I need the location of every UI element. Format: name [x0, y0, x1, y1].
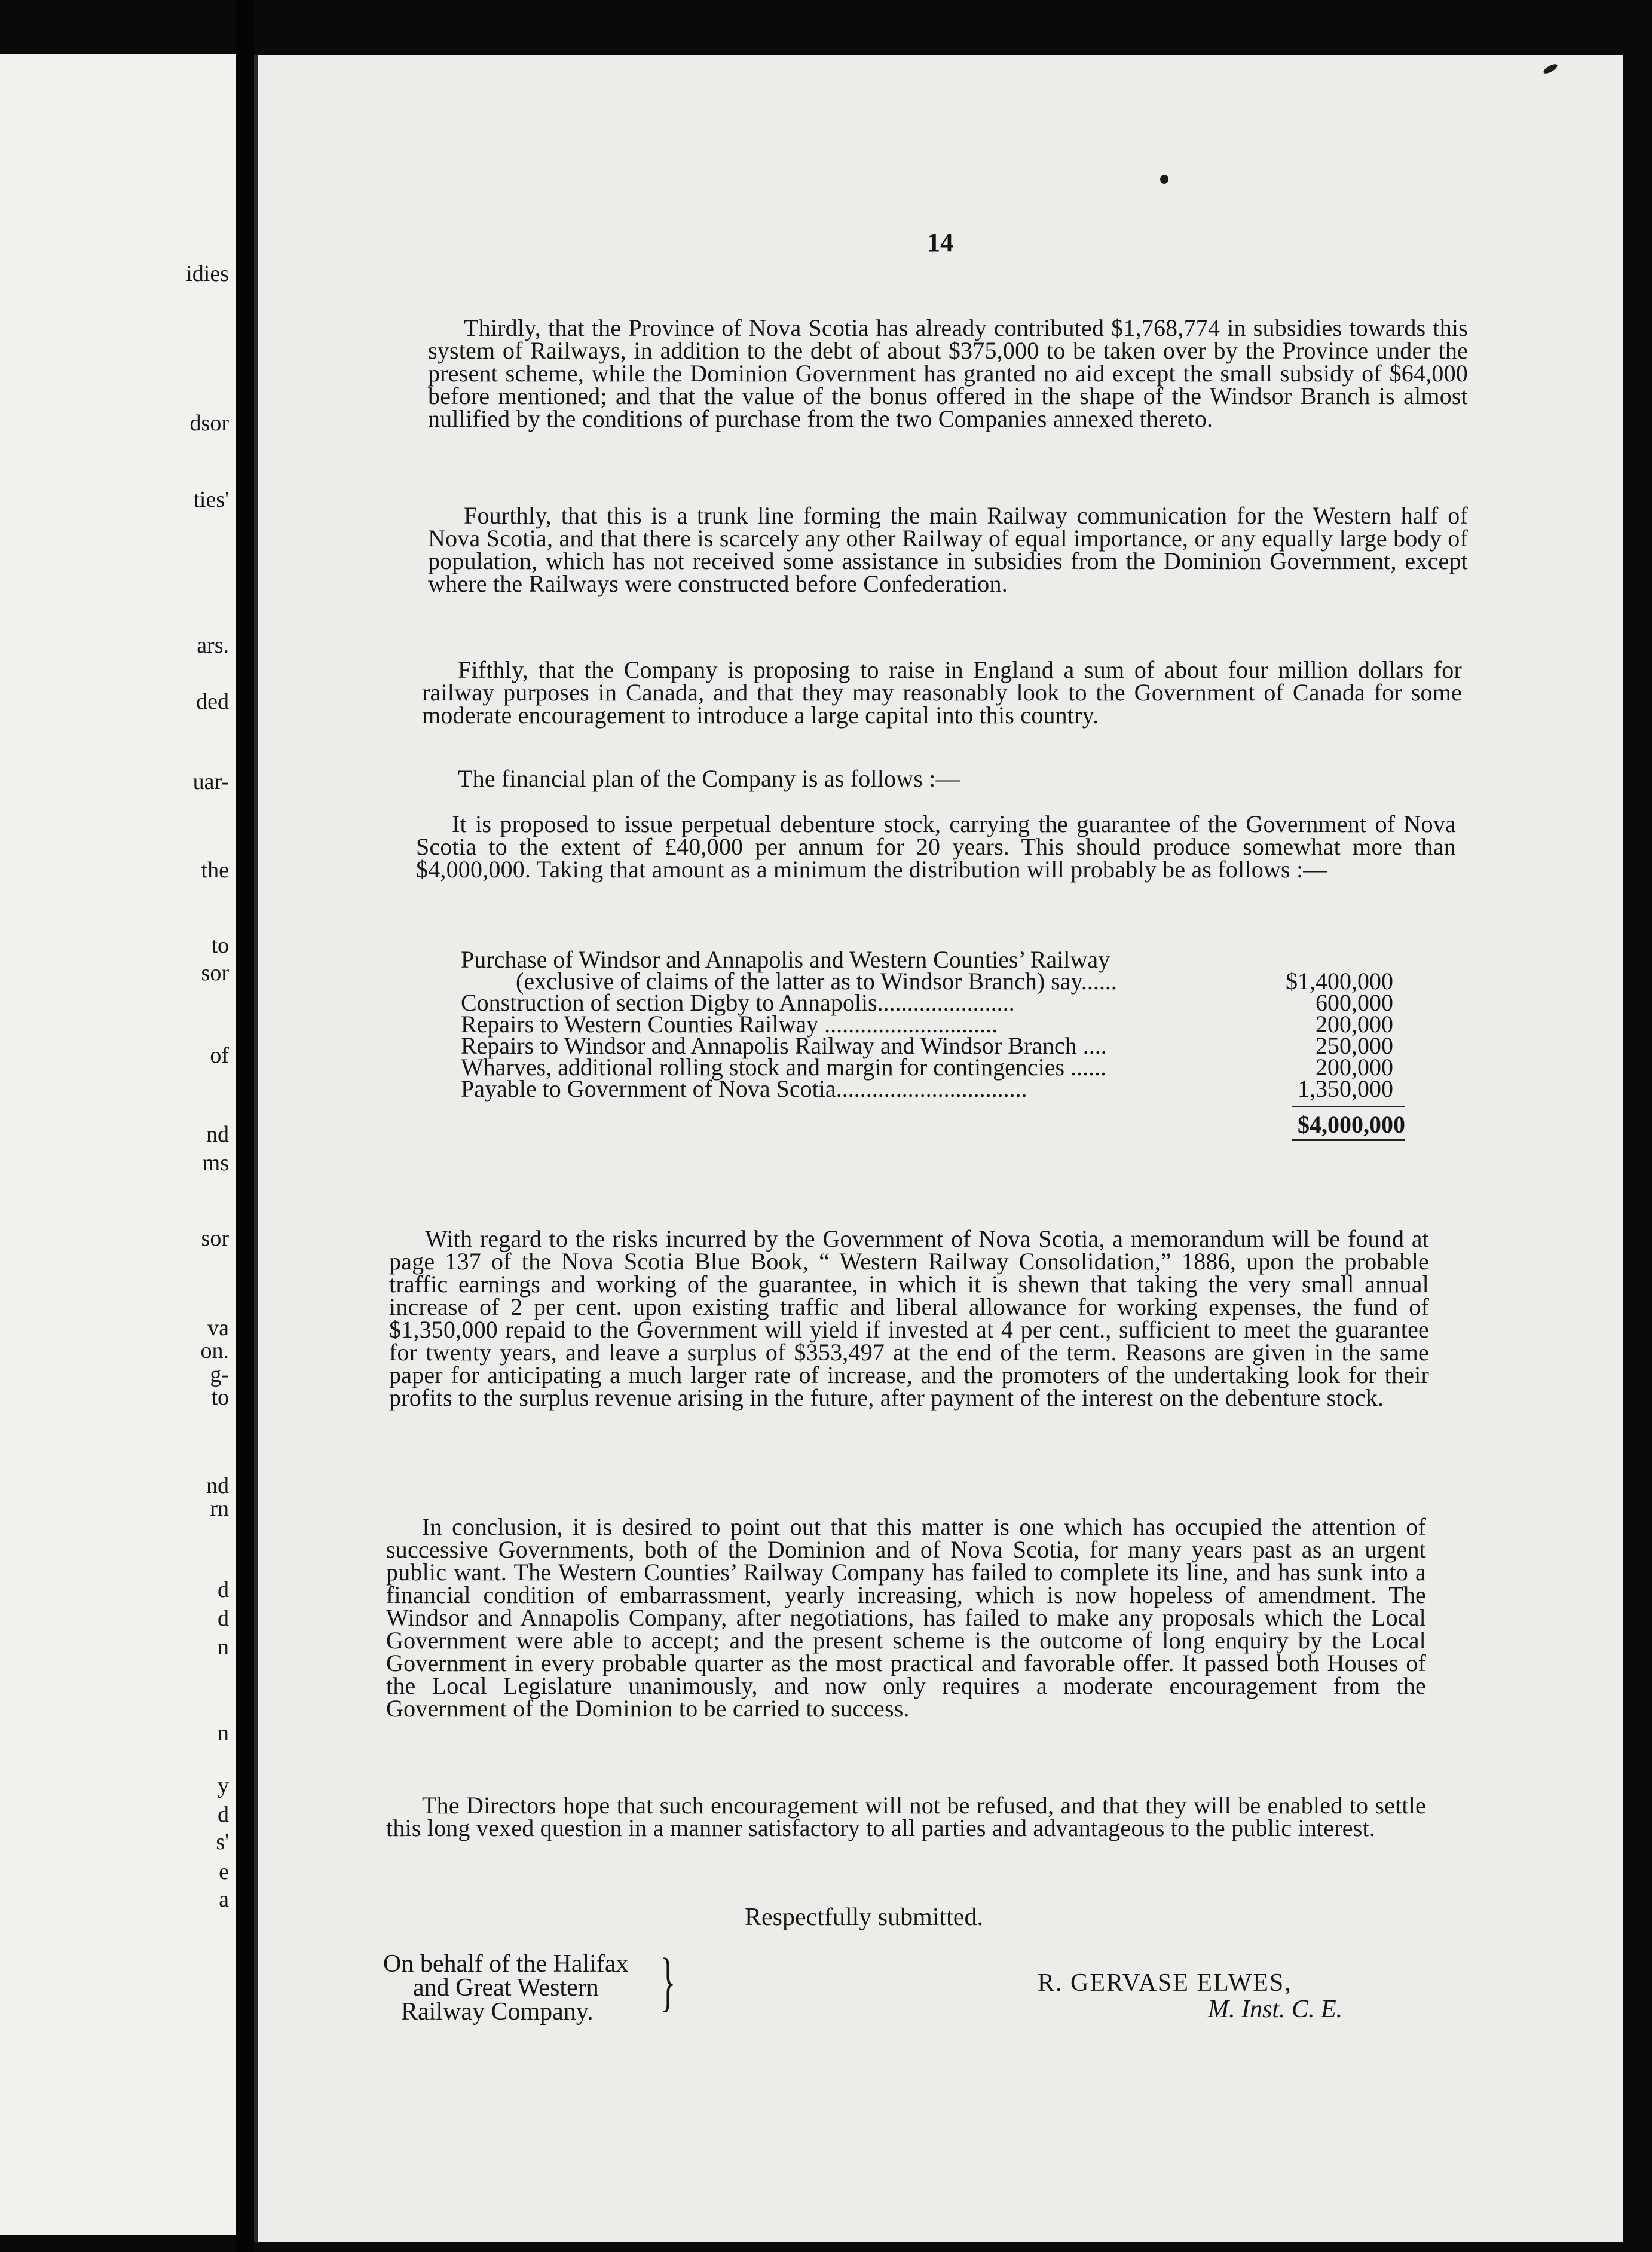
table-total: $4,000,000: [1298, 1111, 1405, 1138]
table-item: Wharves, additional rolling stock and margin for contingencies ......: [461, 1054, 1107, 1081]
left-fragment: sor: [201, 960, 229, 986]
left-fragment: d: [218, 1606, 229, 1631]
left-fragment: e: [219, 1859, 229, 1884]
paragraph-lead: Thirdly,: [464, 314, 541, 341]
left-fragment: uar-: [192, 769, 229, 794]
table-item: Purchase of Windsor and Annapolis and Western Counties’ Railway: [461, 946, 1110, 973]
left-fragment: idies: [186, 261, 229, 286]
left-fragment: s': [216, 1829, 229, 1855]
table-item: (exclusive of claims of the latter as to Windsor Branch) say......: [516, 968, 1117, 995]
table-item: Repairs to Western Counties Railway .............................: [461, 1011, 998, 1038]
financial-plan-intro: The financial plan of the Company is as follows :—: [458, 765, 960, 792]
left-fragment: ars.: [197, 633, 229, 658]
paragraph-thirdly: [428, 314, 1468, 432]
total-rule-top: [1292, 1106, 1405, 1107]
table-amount: $1,400,000: [1286, 968, 1393, 995]
left-fragment: ties': [193, 487, 229, 512]
table-amount: 200,000: [1316, 1054, 1393, 1081]
left-fragment: nd: [206, 1473, 229, 1498]
table-amount: 1,350,000: [1298, 1075, 1393, 1102]
on-behalf-line: and Great Western: [413, 1974, 599, 2002]
paragraph-text: that the Province of Nova Scotia has already contributed $1,768,774 in subsidies towards this system of Railways, in addition to the debt of about $375,000 to be taken over by the Province under the present scheme, while the Dominion Government has granted no aid except the small subsidy of $64,000 before mentioned; and that the value of the bonus offered in the shape of the Windsor Branch is almost nullified by the conditions of purchase from the two Companies annexed thereto.: [428, 314, 1468, 432]
paragraph-risks: With regard to the risks incurred by the Government of Nova Scotia, a memorandum will be found at page 137 of the Nova Scotia Blue Book, “ Western Railway Consolidation,” 1886, upon the probable traffic earnings and working of the guarantee, in which it is shewn that taking the very small annual increase of 2 per cent. upon existing traffic and liberal allowance for working expenses, the fund of $1,350,000 repaid to the Government will yield if invested at 4 per cent., sufficient to meet the guarantee for twenty years, and leave a surplus of $353,497 at the end of the term. Reasons are given in the same paper for anticipating a much larger rate of increase, and the promoters of the undertaking look for their profits to the surplus revenue arising in the future, after payment of the interest on the debenture stock.: [389, 1225, 1429, 1411]
left-fragment: nd: [206, 1122, 229, 1147]
facing-page-fragment: [0, 54, 236, 2235]
paragraph-text: that the Company is proposing to raise in England a sum of about four million dollars for railway purposes in Canada, and that they may reasonably look to the Government of Canada for some moderate encouragement to introduce a large capital into this country.: [422, 656, 1462, 729]
table-item: Repairs to Windsor and Annapolis Railway and Windsor Branch ....: [461, 1032, 1107, 1059]
ink-speck: [1542, 62, 1559, 75]
on-behalf-line: Railway Company.: [401, 1998, 594, 2025]
left-fragment: n: [218, 1635, 229, 1660]
left-fragment: a: [219, 1887, 229, 1912]
table-item: Construction of section Digby to Annapolis.......................: [461, 989, 1015, 1016]
paragraph-conclusion: In conclusion, it is desired to point out that this matter is one which has occupied the attention of successive Governments, both of the Dominion and of Nova Scotia, for many years past as an urgent public want. The Western Counties’ Railway Company has failed to complete its line, and has sunk into a financial condition of embarrassment, yearly increasing, which is now hopeless of amendment. The Windsor and Annapolis Company, after negotiations, has failed to make any proposals which the Local Government were able to accept; and the present scheme is the outcome of long enquiry by the Local Government in every probable quarter as the most practical and favorable offer. It passed both Houses of the Local Legislature unanimously, and now only requires a moderate encouragement from the Government of the Dominion to be carried to success.: [386, 1513, 1426, 1722]
left-fragment: of: [210, 1043, 229, 1068]
left-fragment: g-: [210, 1362, 229, 1387]
left-fragment: n: [218, 1721, 229, 1746]
respectfully-submitted: Respectfully submitted.: [745, 1904, 983, 1931]
left-fragment: ms: [202, 1151, 229, 1176]
document-page: [254, 55, 1623, 2242]
signatory-title: M. Inst. C. E.: [1208, 1996, 1343, 2023]
paragraph-directors-hope: The Directors hope that such encouragement will not be refused, and that they will be enabled to settle this long vexed question in a manner satisfactory to all parties and advantageous to the public interest.: [386, 1792, 1426, 1841]
paragraph-fourthly: [428, 504, 1468, 595]
left-fragment: rn: [210, 1496, 229, 1521]
paragraph-fifthly: [422, 656, 1462, 729]
on-behalf-line: On behalf of the Halifax: [383, 1950, 629, 1978]
table-amount: 250,000: [1316, 1032, 1393, 1059]
paragraph-text: that this is a trunk line forming the main Railway communication for the Western half of Nova Scotia, and that there is scarcely any other Railway of equal importance, or any equally large body of population, which has not received some assistance in subsidies from the Dominion Government, except where the Railways were constructed before Confederation.: [428, 502, 1469, 597]
table-item: Payable to Government of Nova Scotia................................: [461, 1075, 1027, 1102]
page-number: 14: [927, 228, 953, 257]
left-fragment: d: [218, 1802, 229, 1827]
paragraph-lead: Fourthly,: [464, 502, 552, 529]
table-amount: 600,000: [1316, 989, 1393, 1016]
left-fragment: on.: [200, 1338, 229, 1363]
signatory-name: R. GERVASE ELWES,: [1038, 1969, 1292, 1997]
left-fragment: to: [211, 933, 229, 958]
table-row: [461, 1075, 1393, 1102]
paragraph-debenture: It is proposed to issue perpetual debenture stock, carrying the guarantee of the Government of Nova Scotia to the extent of £40,000 per annum for 20 years. This should produce somewhat more than $4,000,000. Taking that amount as a minimum the distribution will probably be as follows :—: [416, 810, 1456, 883]
left-fragment: ded: [196, 689, 229, 714]
left-fragment: to: [211, 1385, 229, 1410]
left-fragment: sor: [201, 1226, 229, 1251]
total-rule-bottom: [1292, 1139, 1405, 1141]
table-amount: 200,000: [1316, 1011, 1393, 1038]
grouping-brace: }: [660, 1945, 676, 2018]
left-fragment: y: [218, 1773, 229, 1798]
ink-speck: [1160, 175, 1168, 184]
left-fragment: va: [207, 1315, 229, 1341]
binding-gutter: [236, 0, 254, 2252]
left-fragment: the: [201, 858, 229, 883]
left-fragment: dsor: [189, 411, 229, 436]
left-fragment: d: [218, 1577, 229, 1602]
paragraph-lead: Fifthly,: [458, 656, 528, 683]
